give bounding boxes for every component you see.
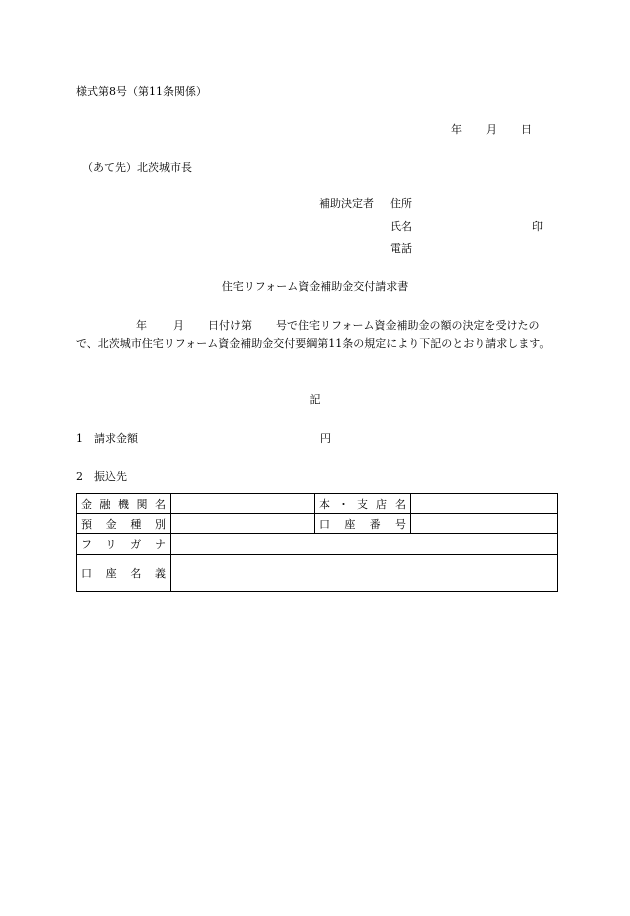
address-label: 住所 [390,197,412,210]
branch-label: 本・支店名 [315,494,411,514]
body-rest: 号で住宅リフォーム資金補助金の額の決定を受けたので、北茨城市住宅リフォーム資金補助金交付要綱第11条の規定により下記のとおり請求します。 [76,319,551,350]
body-year: 年 [136,319,147,332]
applicant-role: 補助決定者 [319,197,374,210]
phone-label: 電話 [390,242,412,255]
branch-field[interactable] [411,494,558,514]
body-paragraph [76,317,558,353]
date-day: 日 [521,123,532,136]
bank-name-label: 金融機関名 [77,494,171,514]
account-holder-label: 口座名義 [77,555,171,592]
addressee: （あて先）北茨城市長 [82,161,192,174]
account-holder-field[interactable] [171,555,558,592]
furigana-field[interactable] [171,534,558,555]
account-number-field[interactable] [411,514,558,534]
deposit-type-label: 預金種別 [77,514,171,534]
account-number-label: 口座番号 [315,514,411,534]
body-dated-no: 日付け第 [208,319,252,332]
body-month: 月 [173,319,184,332]
yen-unit: 円 [320,432,331,445]
table-row [77,555,558,592]
transfer-label: 2 振込先 [76,470,127,483]
ki-label: 記 [309,393,321,406]
bank-name-field[interactable] [171,494,315,514]
table-row [77,494,558,514]
name-label: 氏名 [390,220,412,233]
seal-mark: 印 [532,220,543,233]
date-month: 月 [486,123,497,136]
furigana-label: フリガナ [77,534,171,555]
table-row [77,534,558,555]
document-title: 住宅リフォーム資金補助金交付請求書 [221,280,409,293]
table-row [77,514,558,534]
request-amount-label: 1 請求金額 [76,432,138,445]
form-number: 様式第8号（第11条関係） [76,85,207,98]
date-year: 年 [451,123,462,136]
bank-account-table [76,493,558,592]
deposit-type-field[interactable] [171,514,315,534]
